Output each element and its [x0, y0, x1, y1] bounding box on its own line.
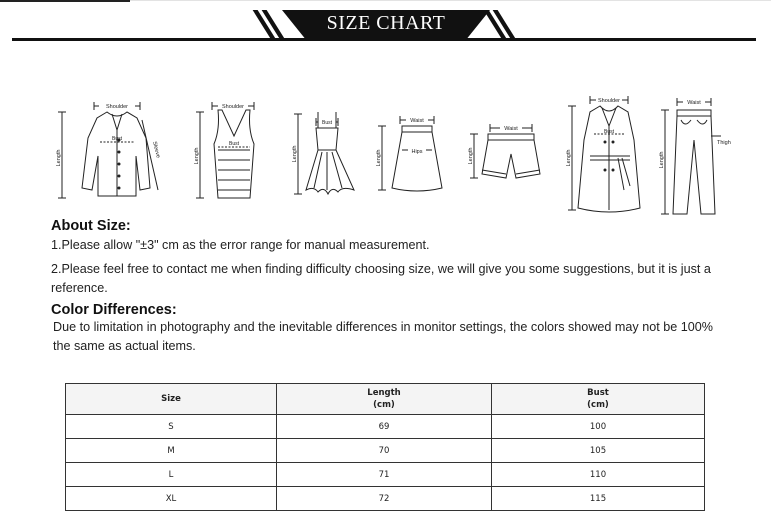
blouse-sleeve-label: Sleeve — [151, 140, 161, 159]
coat-bust-label: Bust — [603, 129, 615, 135]
cell-size: M — [66, 439, 277, 463]
header-bust-unit: (cm) — [587, 400, 609, 410]
strap-dress-icon — [284, 90, 364, 220]
coat-shoulder-label: Shoulder — [597, 98, 621, 104]
pants-icon — [655, 90, 745, 220]
shorts-waist-label: Waist — [504, 126, 518, 132]
color-differences-text: Due to limitation in photography and the inevitable differences in monitor settings, the colors showed may not be 100% the same as actual items. — [53, 320, 713, 353]
color-differences-heading: Color Differences: — [51, 302, 177, 318]
page-title: SIZE CHART — [326, 12, 446, 34]
skirt-icon — [370, 90, 460, 220]
measurement-diagrams — [0, 90, 771, 220]
header-length-label: Length — [367, 388, 401, 398]
blouse-shoulder-label: Shoulder — [105, 104, 129, 110]
skirt-waist-label: Waist — [410, 118, 424, 124]
table-row — [66, 463, 705, 487]
header-length-unit: (cm) — [373, 400, 395, 410]
header-size: Size — [66, 384, 277, 415]
dress-length-label: Length — [292, 145, 298, 163]
about-size-line-1: 1.Please allow "±3" cm as the error range for manual measurement. — [51, 238, 430, 252]
about-size-heading: About Size: — [51, 218, 131, 234]
blouse-icon — [52, 90, 172, 220]
header-length — [277, 384, 492, 415]
coat-length-label: Length — [566, 149, 572, 167]
about-size-section — [51, 218, 731, 298]
vest-bust-label: Bust — [228, 141, 240, 147]
header-bust — [492, 384, 705, 415]
cell-bust: 100 — [492, 415, 705, 439]
cell-size: L — [66, 463, 277, 487]
table-row — [66, 439, 705, 463]
blouse-bust-label: Bust — [111, 136, 123, 142]
shorts-length-label: Length — [468, 147, 474, 165]
table-row — [66, 487, 705, 511]
shorts-icon — [462, 90, 557, 220]
cell-bust: 105 — [492, 439, 705, 463]
size-table-header-row — [66, 384, 705, 415]
cell-length: 70 — [277, 439, 492, 463]
skirt-length-label: Length — [376, 149, 382, 167]
pants-length-label: Length — [659, 151, 665, 169]
size-chart-header — [0, 0, 771, 50]
dress-bust-label: Bust — [321, 120, 333, 126]
cell-size: XL — [66, 487, 277, 511]
cell-length: 72 — [277, 487, 492, 511]
blouse-length-label: Length — [56, 149, 62, 167]
pants-waist-label: Waist — [687, 100, 701, 106]
about-size-line-2: 2.Please feel free to contact me when finding difficulty choosing size, we will give you some suggestions, but it is just a reference. — [51, 262, 711, 295]
trench-coat-icon — [560, 90, 650, 220]
pants-thigh-label: Thigh — [717, 140, 731, 146]
table-row — [66, 415, 705, 439]
size-table — [65, 383, 705, 511]
cell-bust: 110 — [492, 463, 705, 487]
vest-length-label: Length — [194, 147, 200, 165]
header-bust-label: Bust — [587, 388, 609, 398]
cell-bust: 115 — [492, 487, 705, 511]
cell-size: S — [66, 415, 277, 439]
cell-length: 71 — [277, 463, 492, 487]
vest-shoulder-label: Shoulder — [221, 104, 245, 110]
vest-top-icon — [188, 90, 268, 220]
color-differences-section — [51, 302, 731, 356]
cell-length: 69 — [277, 415, 492, 439]
skirt-hips-label: Hips — [411, 149, 423, 155]
